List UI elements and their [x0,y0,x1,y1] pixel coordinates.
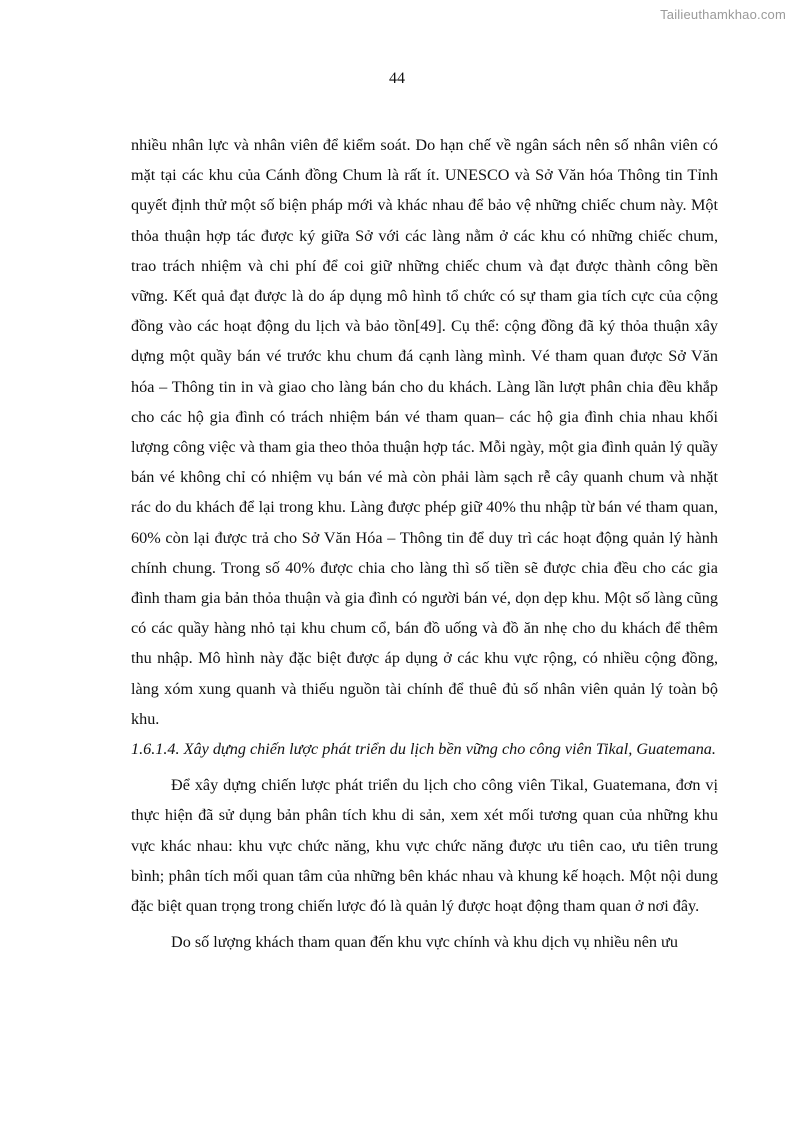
watermark: Tailieuthamkhao.com [660,7,786,22]
paragraph-1: nhiều nhân lực và nhân viên để kiểm soát. Do hạn chế về ngân sách nên số nhân viên có mặt tại các khu của Cánh đồng Chum là rất ít. UNESCO và Sở Văn hóa Thông tin Tỉnh quyết định thử một số biện pháp mới và khác nhau để bảo vệ những chiếc chum này. Một thỏa thuận hợp tác được ký giữa Sở với các làng nằm ở các khu có những chiếc chum, trao trách nhiệm và chi phí để coi giữ những chiếc chum và đạt được thành công bền vững. Kết quả đạt được là do áp dụng mô hình tổ chức có sự tham gia tích cực của cộng đồng vào các hoạt động du lịch và bảo tồn[49]. Cụ thể: cộng đồng đã ký thỏa thuận xây dựng một quầy bán vé trước khu chum đá cạnh làng mình. Vé tham quan được Sở Văn hóa – Thông tin in và giao cho làng bán cho du khách. Làng lần lượt phân chia đều khắp cho các hộ gia đình có trách nhiệm bán vé tham quan– các hộ gia đình chia nhau khối lượng công việc và tham gia theo thỏa thuận hợp tác. Mỗi ngày, một gia đình quản lý quầy bán vé không chỉ có nhiệm vụ bán vé mà còn phải làm sạch rễ cây quanh chum và nhặt rác do du khách để lại trong khu. Làng được phép giữ 40% thu nhập từ bán vé tham quan, 60% còn lại được trả cho Sở Văn Hóa – Thông tin để duy trì các hoạt động quản lý hành chính chung. Trong số 40% được chia cho làng thì số tiền sẽ được chia đều cho các gia đình tham gia bản thỏa thuận và gia đình có người bán vé, dọn dẹp khu. Một số làng cũng có các quầy hàng nhỏ tại khu chum cổ, bán đồ uống và đồ ăn nhẹ cho du khách để thêm thu nhập. Mô hình này đặc biệt được áp dụng ở các khu vực rộng, có nhiều cộng đồng, làng xóm xung quanh và thiếu nguồn tài chính để thuê đủ số nhân viên quản lý toàn bộ khu. [131,136,718,728]
paragraph-3: Do số lượng khách tham quan đến khu vực chính và khu dịch vụ nhiều nên ưu [171,933,678,952]
document-body [131,130,718,957]
page-number: 44 [389,70,405,87]
section-heading: 1.6.1.4. Xây dựng chiến lược phát triển du lịch bền vững cho công viên Tikal, Guatemana. [131,740,716,759]
paragraph-2: Để xây dựng chiến lược phát triển du lịch cho công viên Tikal, Guatemana, đơn vị thực hiện đã sử dụng bản phân tích khu di sản, xem xét mối tương quan của những khu vực khác nhau: khu vực chức năng, khu vực chức năng được ưu tiên cao, ưu tiên trung bình; phân tích mối quan tâm của những bên khác nhau và khung kế hoạch. Một nội dung đặc biệt quan trọng trong chiến lược đó là quản lý được hoạt động tham quan ở nơi đây. [131,776,718,916]
